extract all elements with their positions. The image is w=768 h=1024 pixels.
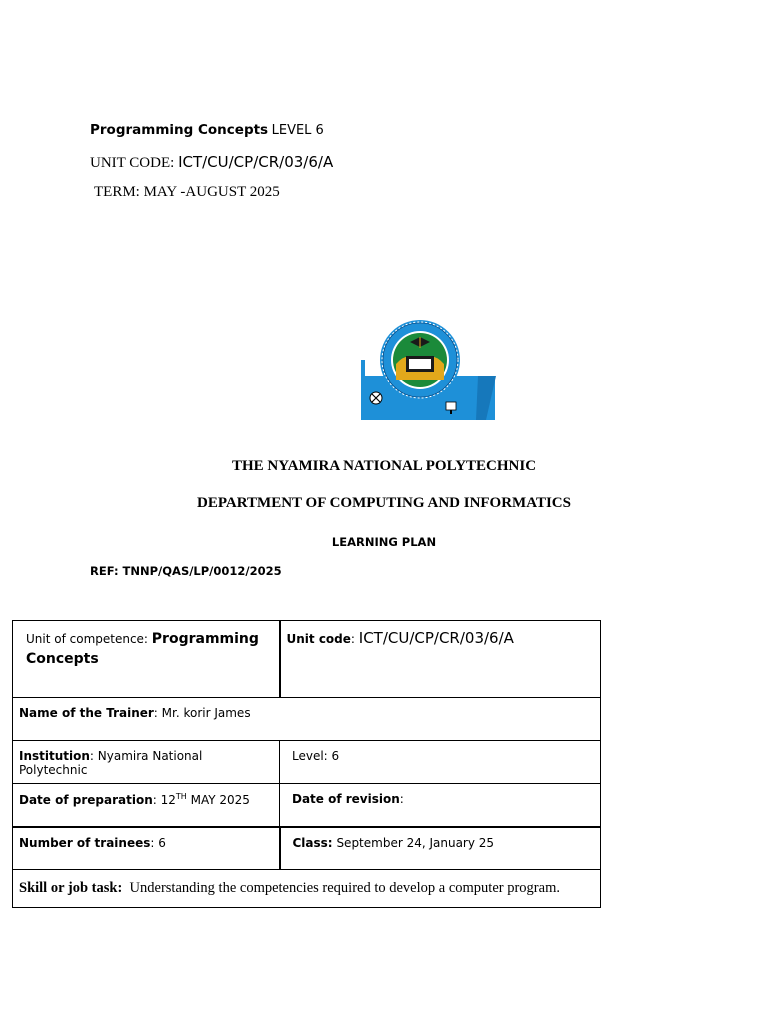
trainees-label: Number of trainees <box>19 835 151 850</box>
level-cell <box>280 741 601 784</box>
department-name: DEPARTMENT OF COMPUTING AND INFORMATICS <box>197 495 571 511</box>
table-row <box>13 741 601 784</box>
trainees-cell: Number of trainees: 6 <box>13 827 280 870</box>
level-value: 6 <box>331 749 340 763</box>
term-line: TERM: MAY -AUGUST 2025 <box>94 184 280 200</box>
class-label: Class: <box>292 835 333 850</box>
skill-label: Skill or job task <box>19 880 118 896</box>
trainer-label: Name of the Trainer <box>19 706 154 720</box>
document-title: LEARNING PLAN <box>331 535 437 549</box>
table-row <box>13 621 601 698</box>
institution-label: Institution <box>19 749 90 763</box>
table-row <box>13 784 601 827</box>
revision-date-label: Date of revision <box>292 792 400 806</box>
unit-code: ICT/CU/CP/CR/03/6/A <box>178 153 334 171</box>
skill-cell: Skill or job task: Understanding the competencies required to develop a computer program. <box>13 870 601 908</box>
unit-code-line <box>90 153 333 172</box>
trainer-cell: Name of the Trainer: Mr. korir James <box>13 698 601 741</box>
unit-name: Programming Concepts <box>90 122 269 138</box>
level-label: Level: <box>292 749 328 763</box>
trainer-value: Mr. korir James <box>161 706 251 720</box>
reference-number: REF: TNNP/QAS/LP/0012/2025 <box>90 564 282 578</box>
table-row <box>13 870 601 908</box>
class-cell <box>280 827 601 870</box>
unit-code-label: UNIT CODE: <box>90 155 175 171</box>
institution-value: Nyamira National Polytechnic <box>19 749 203 777</box>
unit-code-label-cell: Unit code <box>286 632 351 646</box>
preparation-day: 12 <box>160 793 176 807</box>
institution-name: THE NYAMIRA NATIONAL POLYTECHNIC <box>231 458 537 474</box>
institution-cell: Institution: Nyamira National Polytechnic <box>13 741 280 784</box>
preparation-date-label: Date of preparation <box>19 793 153 807</box>
unit-of-competence-value: Programming Concepts <box>26 631 259 667</box>
polytechnic-logo <box>358 320 498 422</box>
unit-code-cell: Unit code: ICT/CU/CP/CR/03/6/A <box>280 621 601 698</box>
class-value: September 24, January 25 <box>336 835 495 850</box>
table-row <box>13 827 601 870</box>
unit-of-competence-label: Unit of competence: <box>26 632 148 646</box>
revision-date-cell: Date of revision: <box>280 784 601 827</box>
skill-value: Understanding the competencies required to develop a computer program. <box>129 880 560 896</box>
preparation-day-suffix: TH <box>175 792 187 801</box>
trainees-value: 6 <box>158 835 166 850</box>
unit-title-line <box>90 122 324 139</box>
unit-level: LEVEL 6 <box>271 123 324 138</box>
unit-of-competence-cell <box>13 621 280 698</box>
unit-code-value-cell: ICT/CU/CP/CR/03/6/A <box>358 629 514 647</box>
preparation-date-cell: Date of preparation: 12TH MAY 2025 <box>13 784 280 827</box>
learning-plan-table <box>12 620 601 908</box>
table-row <box>13 698 601 741</box>
preparation-month-year: MAY 2025 <box>190 793 250 807</box>
